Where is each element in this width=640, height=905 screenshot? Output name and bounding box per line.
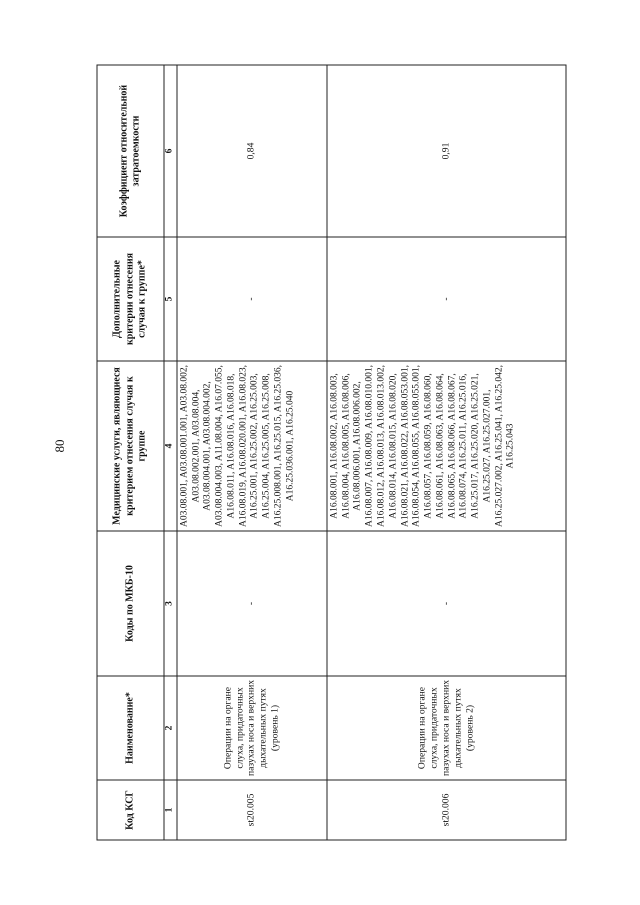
ksg-table xyxy=(97,65,567,841)
column-number-row xyxy=(164,65,177,840)
column-number: 6 xyxy=(164,65,177,237)
ksg-code-cell: st20.005 xyxy=(177,780,327,840)
table-header-row xyxy=(97,65,164,840)
header-cost-coefficient: Коэффициент относительной затратоемкости xyxy=(97,65,164,237)
name-cell: Операции на органе слуха, придаточных пазухах носа и верхних дыхательных путях (уровень 2) xyxy=(327,676,566,780)
header-icd-codes: Коды по МКБ-10 xyxy=(97,531,164,676)
services-cell: A03.08.001, A03.08.001.001, A03.08.002, A03.08.002.001, A03.08.004, A03.08.004.001, A03.08.004.002, A03.08.004.003, A11.08.004, A16.07.055, A16.08.011, A16.08.016, A16.08.018, A16.08.019, A16.08.020.001, A16.08.023, A16.25.001, A16.25.002, A16.25.003, A16.25.004, A16.25.005, A16.25.008, A16.25.008.001, A16.25.015, A16.25.036, A16.25.036.001, A16.25.040 xyxy=(177,361,327,531)
ksg-table-sheet xyxy=(97,66,567,841)
column-number: 1 xyxy=(164,780,177,840)
column-number: 2 xyxy=(164,676,177,780)
coefficient-cell: 0,91 xyxy=(327,65,566,237)
additional-criteria-cell: - xyxy=(177,237,327,361)
icd-cell: - xyxy=(327,531,566,676)
table-row xyxy=(327,65,566,840)
header-medical-services: Медицинские услуги, являющиеся критерием отнесения случая к группе xyxy=(97,361,164,531)
ksg-code-cell: st20.006 xyxy=(327,780,566,840)
page-number: 80 xyxy=(52,439,67,453)
header-additional-criteria: Дополнительные критерии отнесения случая к группе* xyxy=(97,237,164,361)
header-name: Наименование* xyxy=(97,676,164,780)
table-row xyxy=(177,65,327,840)
column-number: 3 xyxy=(164,531,177,676)
coefficient-cell: 0,84 xyxy=(177,65,327,237)
column-number: 5 xyxy=(164,237,177,361)
services-cell: A16.08.001, A16.08.002, A16.08.003, A16.08.004, A16.08.005, A16.08.006, A16.08.006.001, A16.08.006.002, A16.08.007, A16.08.009, A16.08.010.001, A16.08.012, A16.08.013, A16.08.013.002, A16.08.014, A16.08.015, A16.08.020, A16.08.021, A16.08.022, A16.08.053.001, A16.08.054, A16.08.055, A16.08.055.001, A16.08.057, A16.08.059, A16.08.060, A16.08.061, A16.08.063, A16.08.064, A16.08.065, A16.08.066, A16.08.067, A16.08.074, A16.25.011, A16.25.016, A16.25.017, A16.25.020, A16.25.021, A16.25.027, A16.25.027.001, A16.25.027.002, A16.25.041, A16.25.042, A16.25.043 xyxy=(327,361,566,531)
column-number: 4 xyxy=(164,361,177,531)
header-ksg-code: Код КСГ xyxy=(97,780,164,840)
name-cell: Операции на органе слуха, придаточных пазухах носа и верхних дыхательных путях (уровень 1) xyxy=(177,676,327,780)
icd-cell: - xyxy=(177,531,327,676)
additional-criteria-cell: - xyxy=(327,237,566,361)
